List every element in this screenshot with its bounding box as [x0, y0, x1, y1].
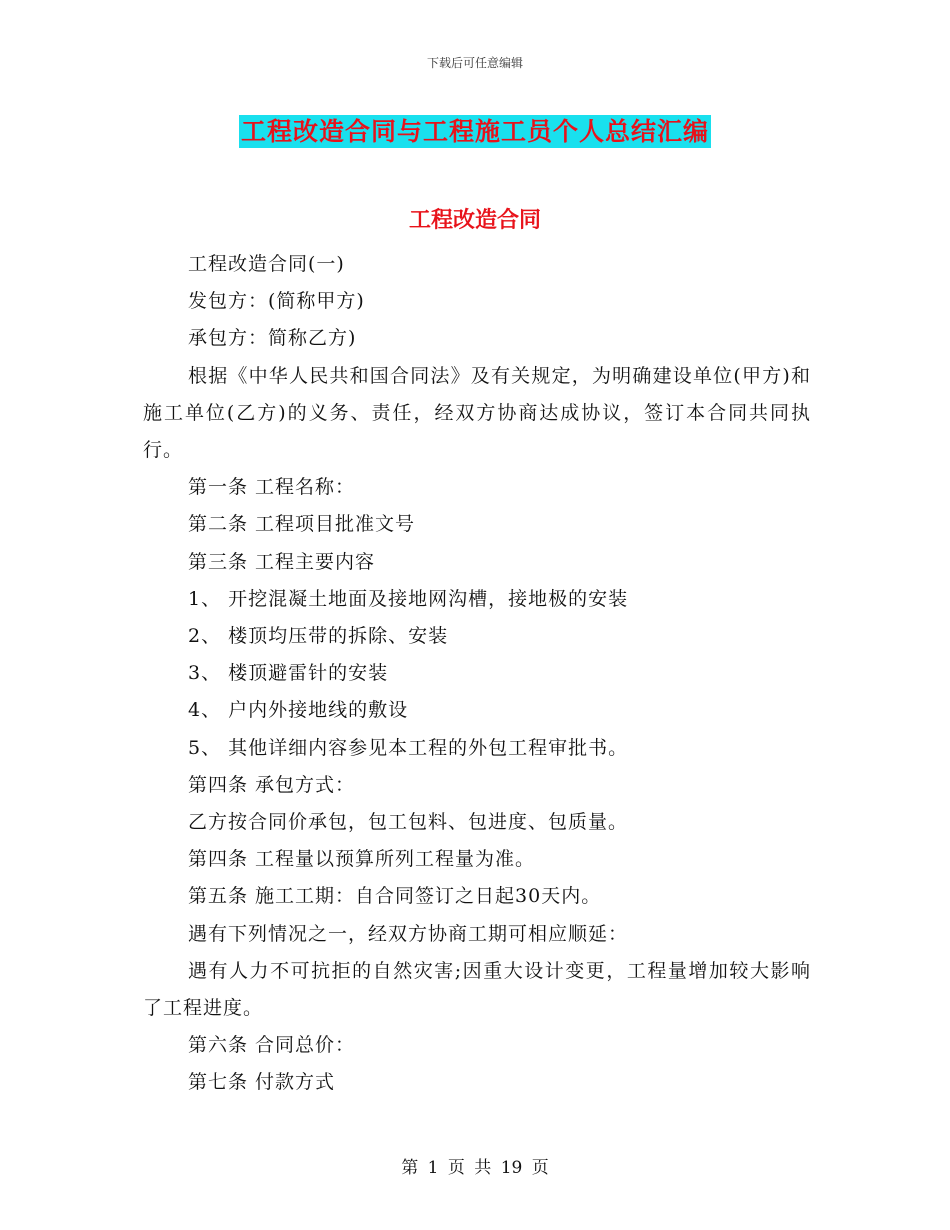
document-title — [0, 112, 950, 148]
list-item: 4、 户内外接地线的敷设 — [188, 699, 409, 722]
paragraph: 第四条 工程量以预算所列工程量为准。 — [188, 848, 536, 871]
paragraph: 工程改造合同(一) — [188, 253, 345, 275]
paragraph: 第六条 合同总价： — [188, 1034, 356, 1057]
document-body — [143, 246, 811, 1102]
paragraph: 第四条 承包方式： — [188, 773, 356, 796]
section-title: 工程改造合同 — [408, 207, 541, 233]
paragraph: 第三条 工程主要内容 — [188, 550, 376, 573]
paragraph: 第二条 工程项目批准文号 — [188, 513, 416, 536]
paragraph: 第五条 施工工期：自合同签订之日起30天内。 — [188, 885, 602, 908]
header-note: 下载后可任意编辑 — [426, 56, 523, 70]
paragraph: 发包方：(简称甲方) — [188, 290, 365, 313]
list-item: 1、 开挖混凝土地面及接地网沟槽，接地极的安装 — [188, 587, 629, 610]
list-item: 3、 楼顶避雷针的安装 — [188, 662, 389, 685]
document-title-text: 工程改造合同与工程施工员个人总结汇编 — [240, 117, 709, 146]
paragraph: 乙方按合同价承包，包工包料、包进度、包质量。 — [188, 811, 629, 834]
paragraph: 遇有人力不可抗拒的自然灾害;因重大设计变更，工程量增加较大影响了工程进度。 — [143, 959, 811, 1020]
page-footer: 第 1 页 共 19 页 — [401, 1158, 549, 1178]
list-item: 2、 楼顶均压带的拆除、安装 — [188, 625, 449, 648]
paragraph: 第七条 付款方式 — [188, 1071, 336, 1094]
paragraph: 第一条 工程名称： — [188, 476, 356, 499]
paragraph: 根据《中华人民共和国合同法》及有关规定，为明确建设单位(甲方)和施工单位(乙方)的义务、责任，经双方协商达成协议，签订本合同共同执行。 — [143, 364, 811, 462]
paragraph: 遇有下列情况之一，经双方协商工期可相应顺延： — [188, 922, 629, 945]
list-item: 5、 其他详细内容参见本工程的外包工程审批书。 — [188, 736, 629, 759]
paragraph: 承包方：简称乙方) — [188, 327, 357, 350]
